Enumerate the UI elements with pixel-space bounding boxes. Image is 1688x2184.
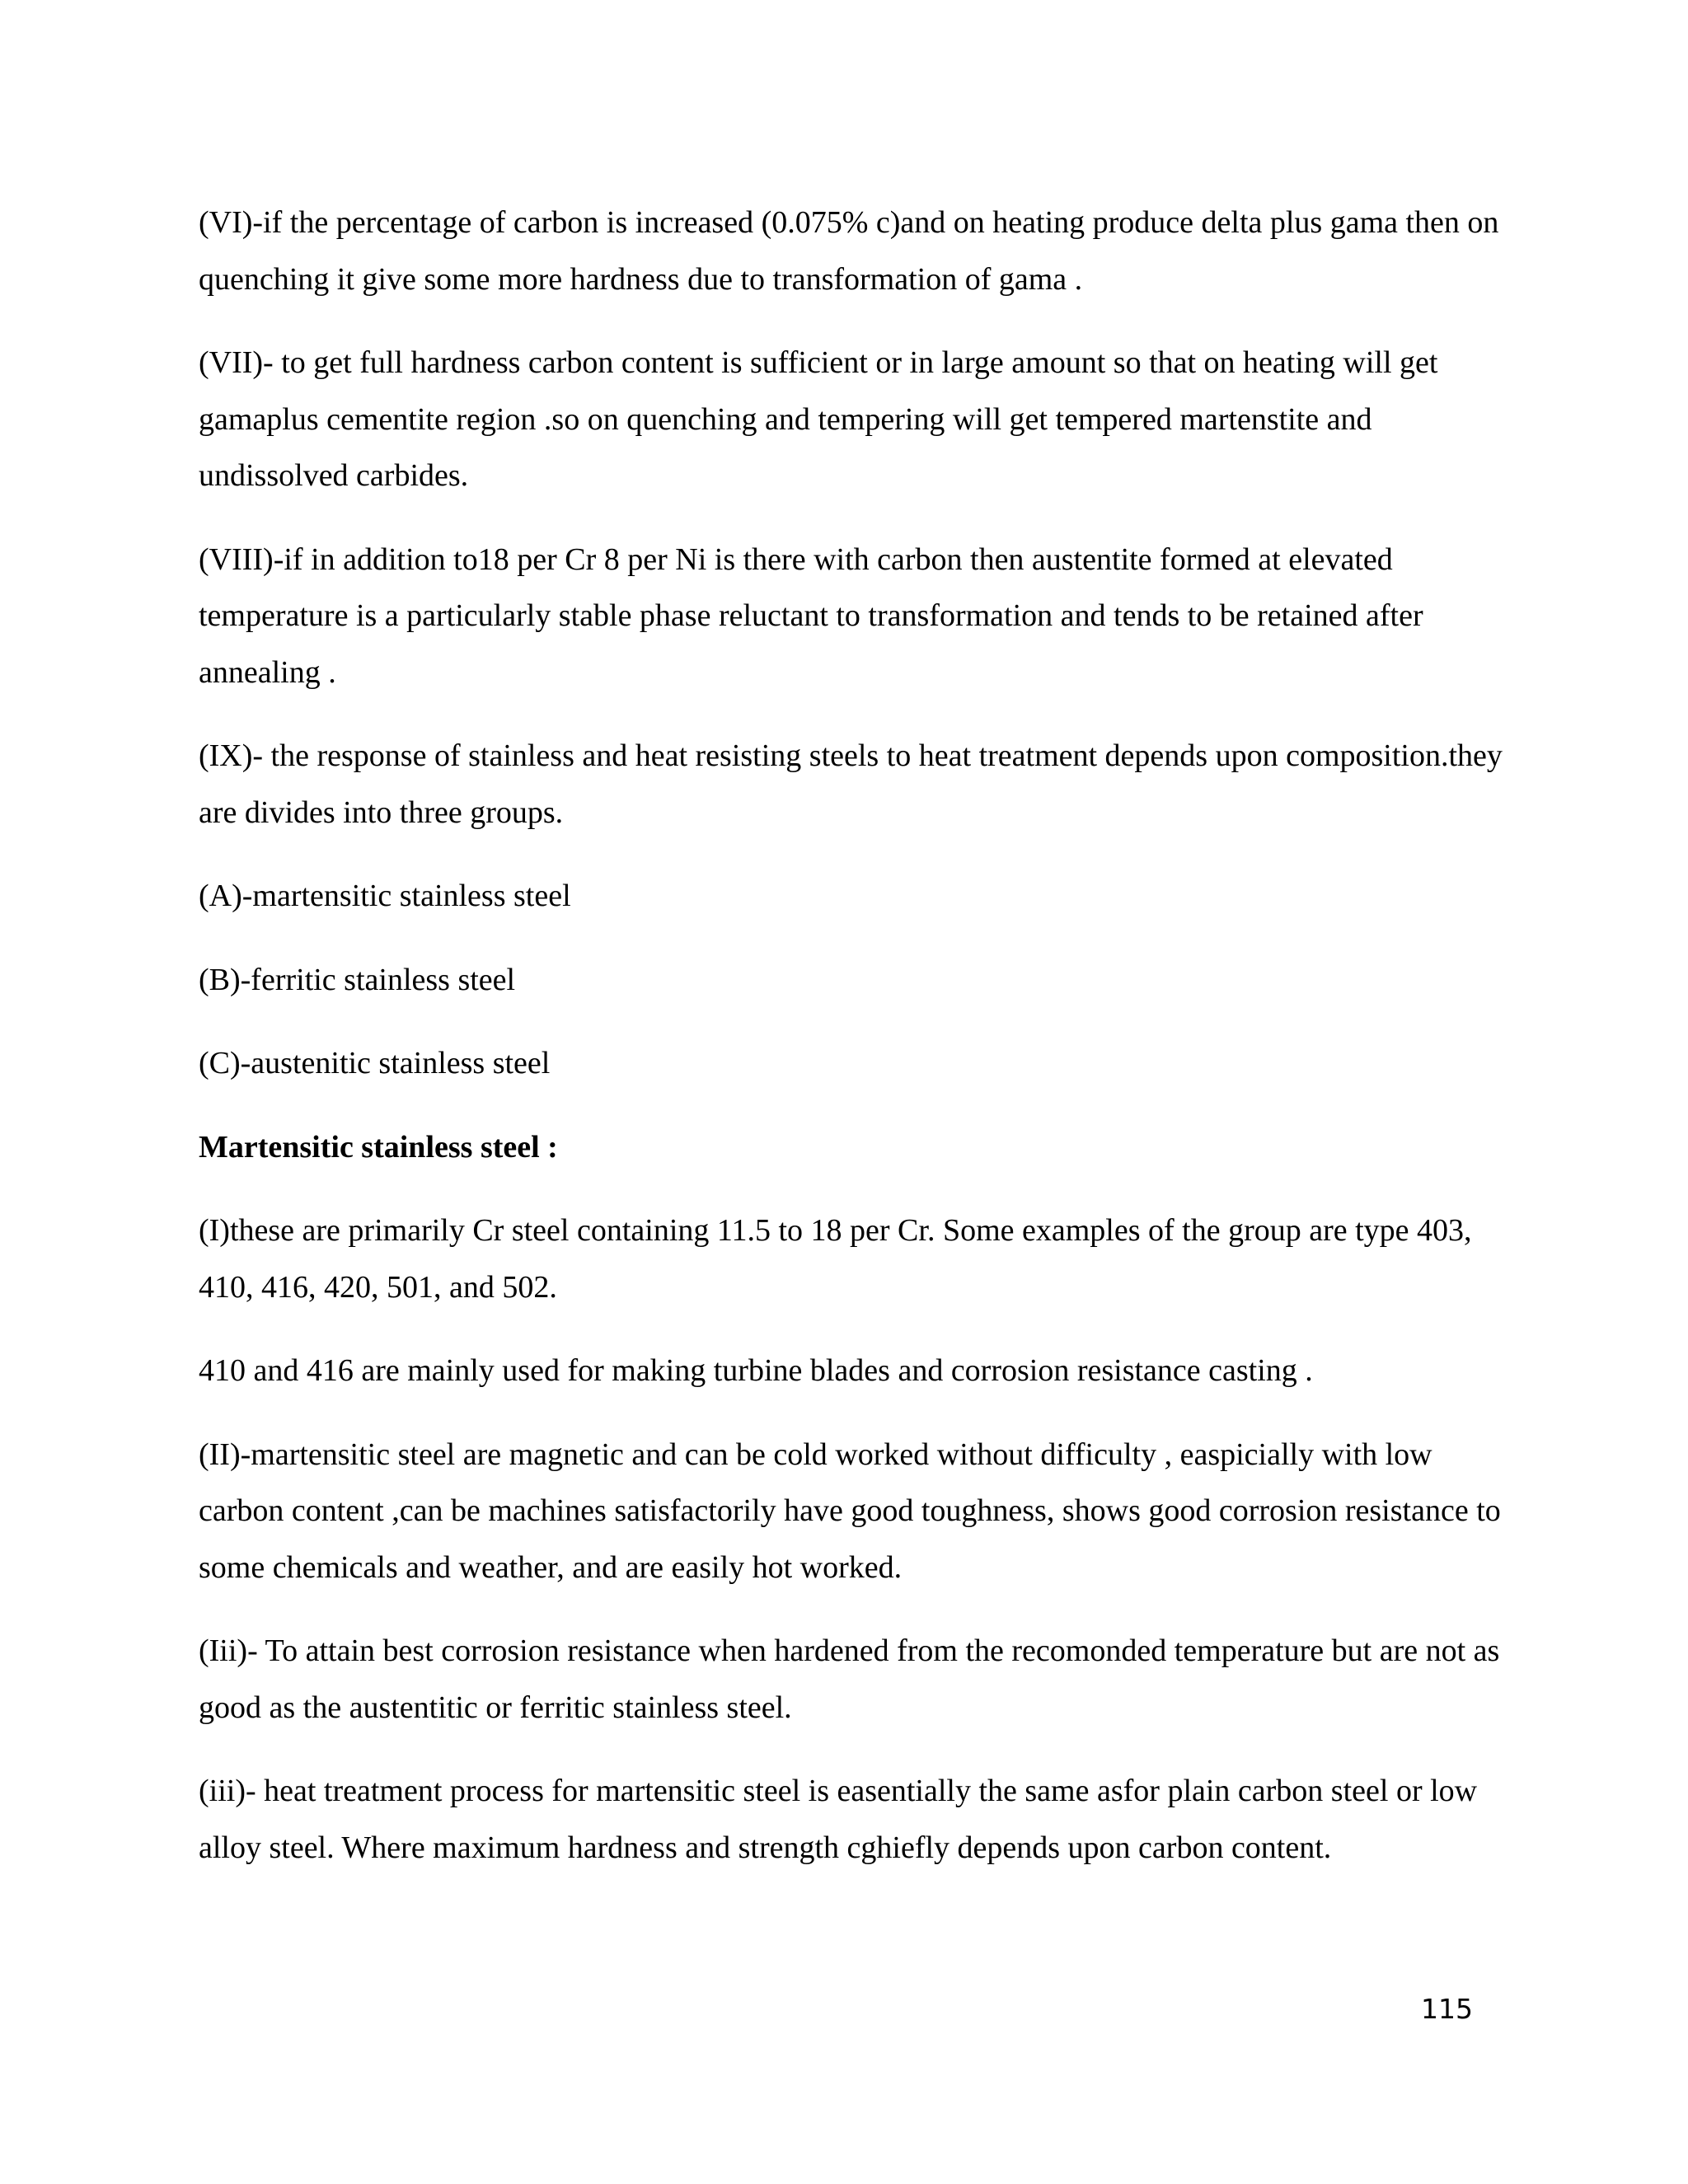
page-body bbox=[199, 194, 1509, 1903]
paragraph-i: (I)these are primarily Cr steel containing 11.5 to 18 per Cr. Some examples of the group are type 403, 410, 416, 420, 501, and 502. bbox=[199, 1213, 1472, 1305]
paragraph-iii-lower: (iii)- heat treatment process for martensitic steel is easentially the same asfor plain carbon steel or low alloy steel. Where maximum hardness and strength cghiefly depends upon carbon content. bbox=[199, 1774, 1478, 1865]
paragraph-vii: (VII)- to get full hardness carbon content is sufficient or in large amount so that on heating will get gamaplus cementite region .so on quenching and tempering will get tempered martenstite and undissolved carbides. bbox=[199, 345, 1438, 493]
section-heading: Martensitic stainless steel : bbox=[199, 1129, 558, 1165]
paragraph-410-416: 410 and 416 are mainly used for making turbine blades and corrosion resistance casting . bbox=[199, 1353, 1313, 1388]
paragraph-iii-upper: (Iii)- To attain best corrosion resistance when hardened from the recomonded temperature but are not as good as the austentitic or ferritic stainless steel. bbox=[199, 1633, 1500, 1725]
group-item-a: (A)-martensitic stainless steel bbox=[199, 879, 571, 913]
page-number: 115 bbox=[1421, 1993, 1473, 2025]
paragraph-ii: (II)-martensitic steel are magnetic and can be cold worked without difficulty , easpicially with low carbon content ,can be machines satisfactorily have good toughness, shows good corrosion resistance to some chemicals and weather, and are easily hot worked. bbox=[199, 1436, 1501, 1585]
paragraph-ix: (IX)- the response of stainless and heat resisting steels to heat treatment depends upon composition.they are divides into three groups. bbox=[199, 738, 1503, 830]
group-item-b: (B)-ferritic stainless steel bbox=[199, 962, 516, 997]
paragraph-vi: (VI)-if the percentage of carbon is increased (0.075% c)and on heating produce delta plus gama then on quenching it give some more hardness due to transformation of gama . bbox=[199, 205, 1499, 297]
paragraph-viii: (VIII)-if in addition to18 per Cr 8 per Ni is there with carbon then austentite formed at elevated temperature is a particularly stable phase reluctant to transformation and tends to be retained after annealing . bbox=[199, 541, 1423, 690]
group-item-c: (C)-austenitic stainless steel bbox=[199, 1046, 551, 1080]
